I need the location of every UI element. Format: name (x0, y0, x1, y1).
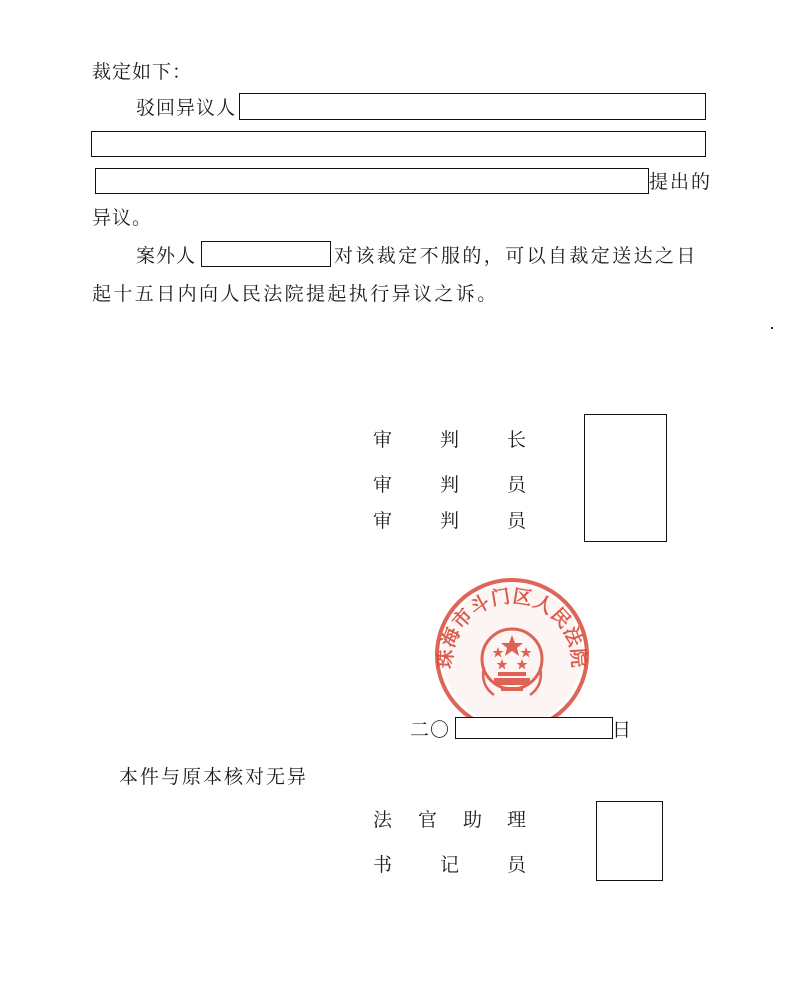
rejected-objector-prefix: 驳回异议人 (136, 97, 237, 119)
court-seal (434, 577, 590, 733)
role-char: 判 (440, 474, 460, 496)
role-char: 官 (418, 809, 438, 831)
role-char: 员 (507, 854, 527, 876)
seal-text: 珠海市斗门区人民法院 (434, 585, 590, 670)
redacted-objector-name (239, 93, 706, 120)
ruling-heading: 裁定如下： (92, 61, 193, 83)
role-char: 审 (373, 510, 393, 532)
redacted-date (455, 717, 613, 739)
stray-dot (771, 327, 773, 329)
redacted-outsider-name (201, 241, 331, 267)
certification-text: 本件与原本核对无异 (119, 766, 309, 788)
role-char: 判 (440, 429, 460, 451)
role-char: 员 (507, 474, 527, 496)
objection-end: 异议。 (92, 207, 153, 229)
redacted-objector-details (91, 131, 706, 157)
role-char: 理 (507, 809, 527, 831)
role-char: 助 (463, 809, 483, 831)
redacted-objection-subject (95, 168, 649, 194)
role-char: 书 (373, 854, 393, 876)
redacted-clerk-names (596, 801, 663, 881)
role-char: 法 (373, 809, 393, 831)
role-char: 长 (507, 429, 527, 451)
redacted-judge-names (584, 414, 667, 542)
role-char: 审 (373, 429, 393, 451)
outsider-prefix: 案外人 (136, 245, 197, 267)
role-char: 记 (440, 854, 460, 876)
role-char: 员 (507, 510, 527, 532)
date-suffix: 日 (612, 719, 633, 741)
role-char: 判 (440, 510, 460, 532)
outsider-line1-tail: 对该裁定不服的，可以自裁定送达之日 (334, 245, 698, 267)
role-char: 审 (373, 474, 393, 496)
date-prefix: 二〇 (410, 719, 451, 741)
outsider-line2: 起十五日内向人民法院提起执行异议之诉。 (92, 283, 499, 305)
objection-tail: 提出的 (649, 171, 713, 193)
